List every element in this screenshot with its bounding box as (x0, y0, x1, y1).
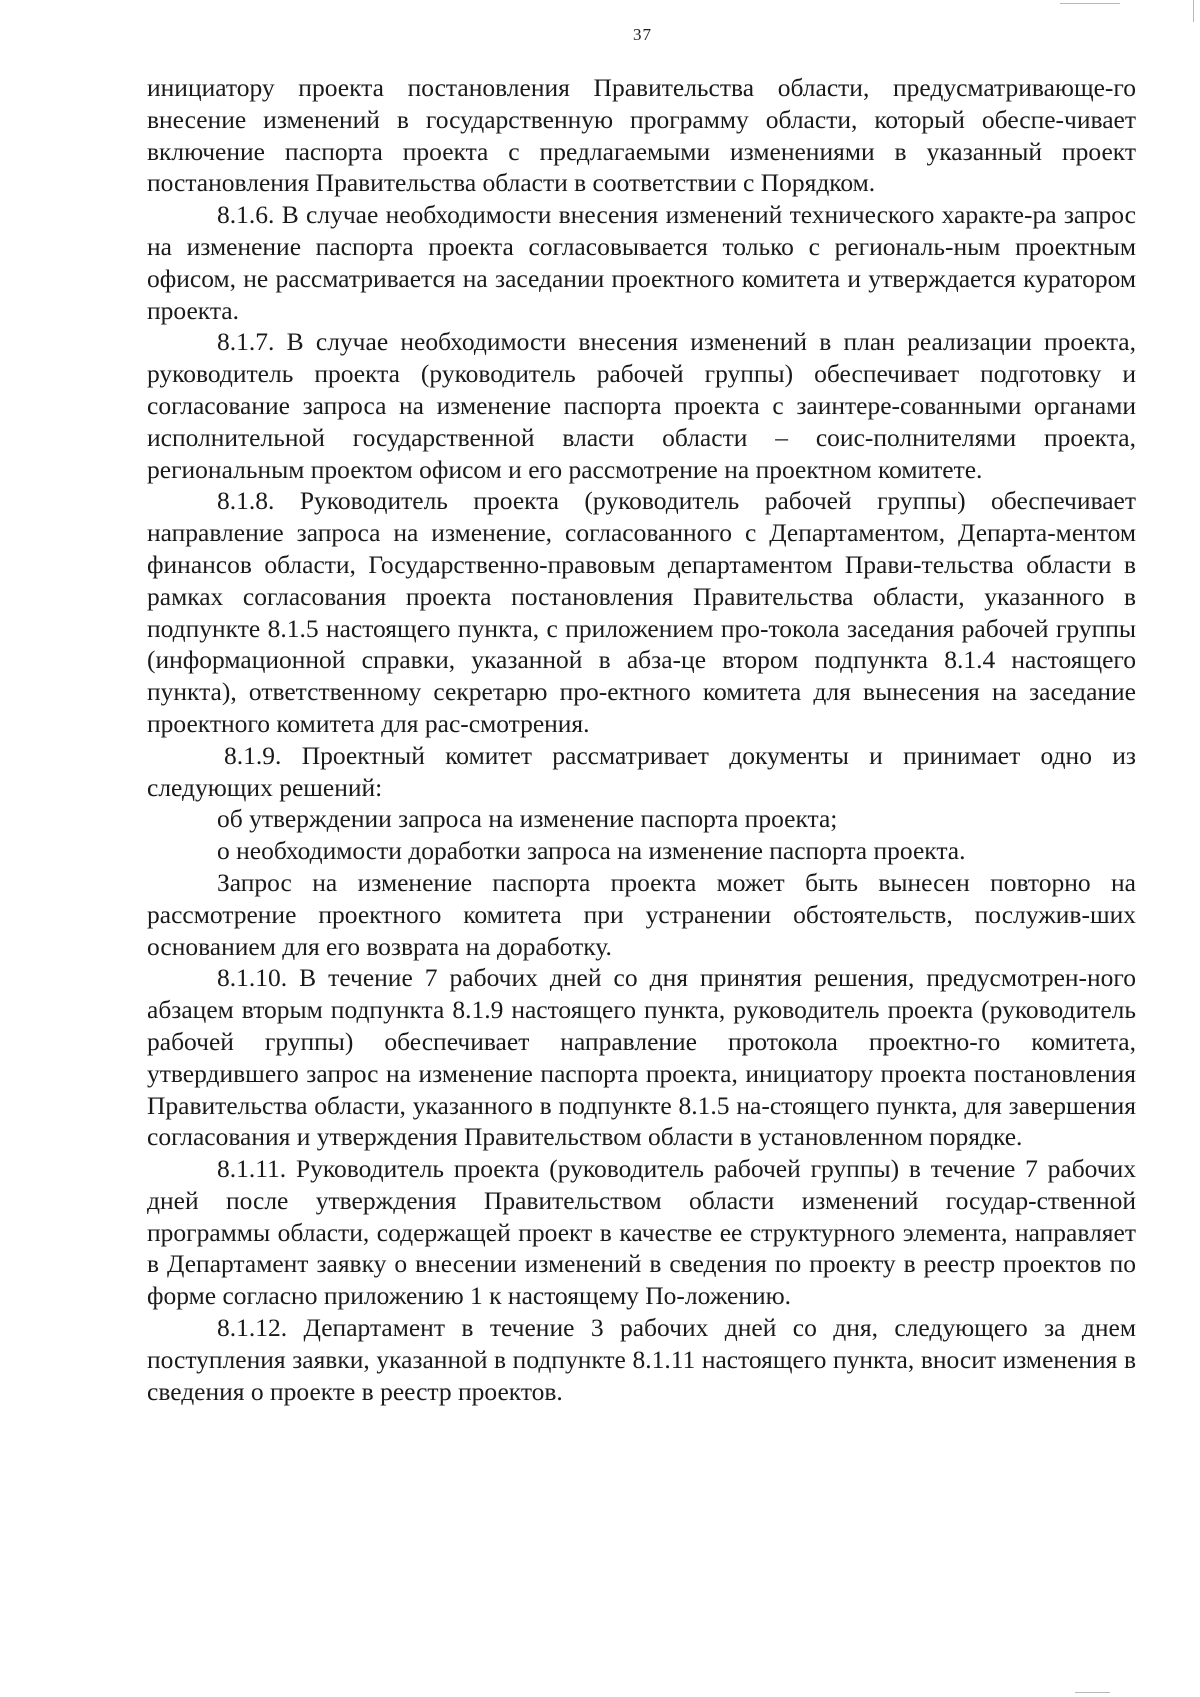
paragraph-8-1-7: 8.1.7. В случае необходимости внесения изменений в план реализации проекта, руководитель проекта (руководитель рабочей группы) обеспечивает подготовку и согласование запроса на изменение паспорта проекта с заинтере-сованными органами исполнительной государственной власти области – соис-полнителями проекта, региональным проектом офисом и его рассмотрение на проектном комитете. (147, 327, 1136, 484)
scan-artifact (1060, 3, 1120, 4)
scan-artifact (1075, 1692, 1110, 1693)
page-number: 37 (633, 25, 652, 44)
scan-artifact (1193, 0, 1194, 22)
paragraph-8-1-9: 8.1.9. Проектный комитет рассматривает документы и принимает одно из следующих решений: (147, 740, 1136, 802)
paragraph-8-1-10: 8.1.10. В течение 7 рабочих дней со дня принятия решения, предусмотрен-ного абзацем вторым подпункта 8.1.9 настоящего пункта, руководитель проекта (руководитель рабочей группы) обеспечивает направление протокола проектно-го комитета, утвердившего запрос на изменение паспорта проекта, инициатору проекта постановления Правительства области, указанного в подпункте 8.1.5 на-стоящего пункта, для завершения согласования и утверждения Правительством области в установленном порядке. (147, 963, 1136, 1152)
paragraph-8-1-12: 8.1.12. Департамент в течение 3 рабочих дней со дня, следующего за днем поступления заявки, указанной в подпункте 8.1.11 настоящего пункта, вносит изменения в сведения о проекте в реестр проектов. (147, 1313, 1136, 1406)
paragraph-8-1-11: 8.1.11. Руководитель проекта (руководитель рабочей группы) в течение 7 рабочих дней после утверждения Правительством области изменений государ-ственной программы области, содержащей проект в качестве ее структурного элемента, направляет в Департамент заявку о внесении изменений в сведения по проекту в реестр проектов по форме согласно приложению 1 к настоящему По-ложению. (147, 1154, 1136, 1311)
decision-option-rework: о необходимости доработки запроса на изменение паспорта проекта. (217, 836, 966, 866)
paragraph-8-1-6: 8.1.6. В случае необходимости внесения изменений технического характе-ра запрос на изменение паспорта проекта согласовывается только с региональ-ным проектным офисом, не рассматривается на заседании проектного комитета и утверждается куратором проекта. (147, 200, 1136, 325)
paragraph-resubmission: Запрос на изменение паспорта проекта может быть вынесен повторно на рассмотрение проектного комитета при устранении обстоятельств, послужив-ших основанием для его возврата на доработку. (147, 867, 1136, 961)
decision-option-approve: об утверждении запроса на изменение паспорта проекта; (217, 804, 838, 834)
document-body (147, 72, 1136, 1407)
paragraph-8-1-8: 8.1.8. Руководитель проекта (руководитель рабочей группы) обеспечивает направление запроса на изменение, согласованного с Департаментом, Департа-ментом финансов области, Государственно-правовым департаментом Прави-тельства области в рамках согласования проекта постановления Правительства области, указанного в подпункте 8.1.5 настоящего пункта, с приложением про-токола заседания рабочей группы (информационной справки, указанной в абза-це втором подпункта 8.1.4 настоящего пункта), ответственному секретарю про-ектного комитета для вынесения на заседание проектного комитета для рас-смотрения. (147, 486, 1136, 738)
paragraph-continuation: инициатору проекта постановления Правительства области, предусматривающе-го внесение изменений в государственную программу области, который обеспе-чивает включение паспорта проекта с предлагаемыми изменениями в указанный проект постановления Правительства области в соответствии с Порядком. (147, 73, 1136, 198)
